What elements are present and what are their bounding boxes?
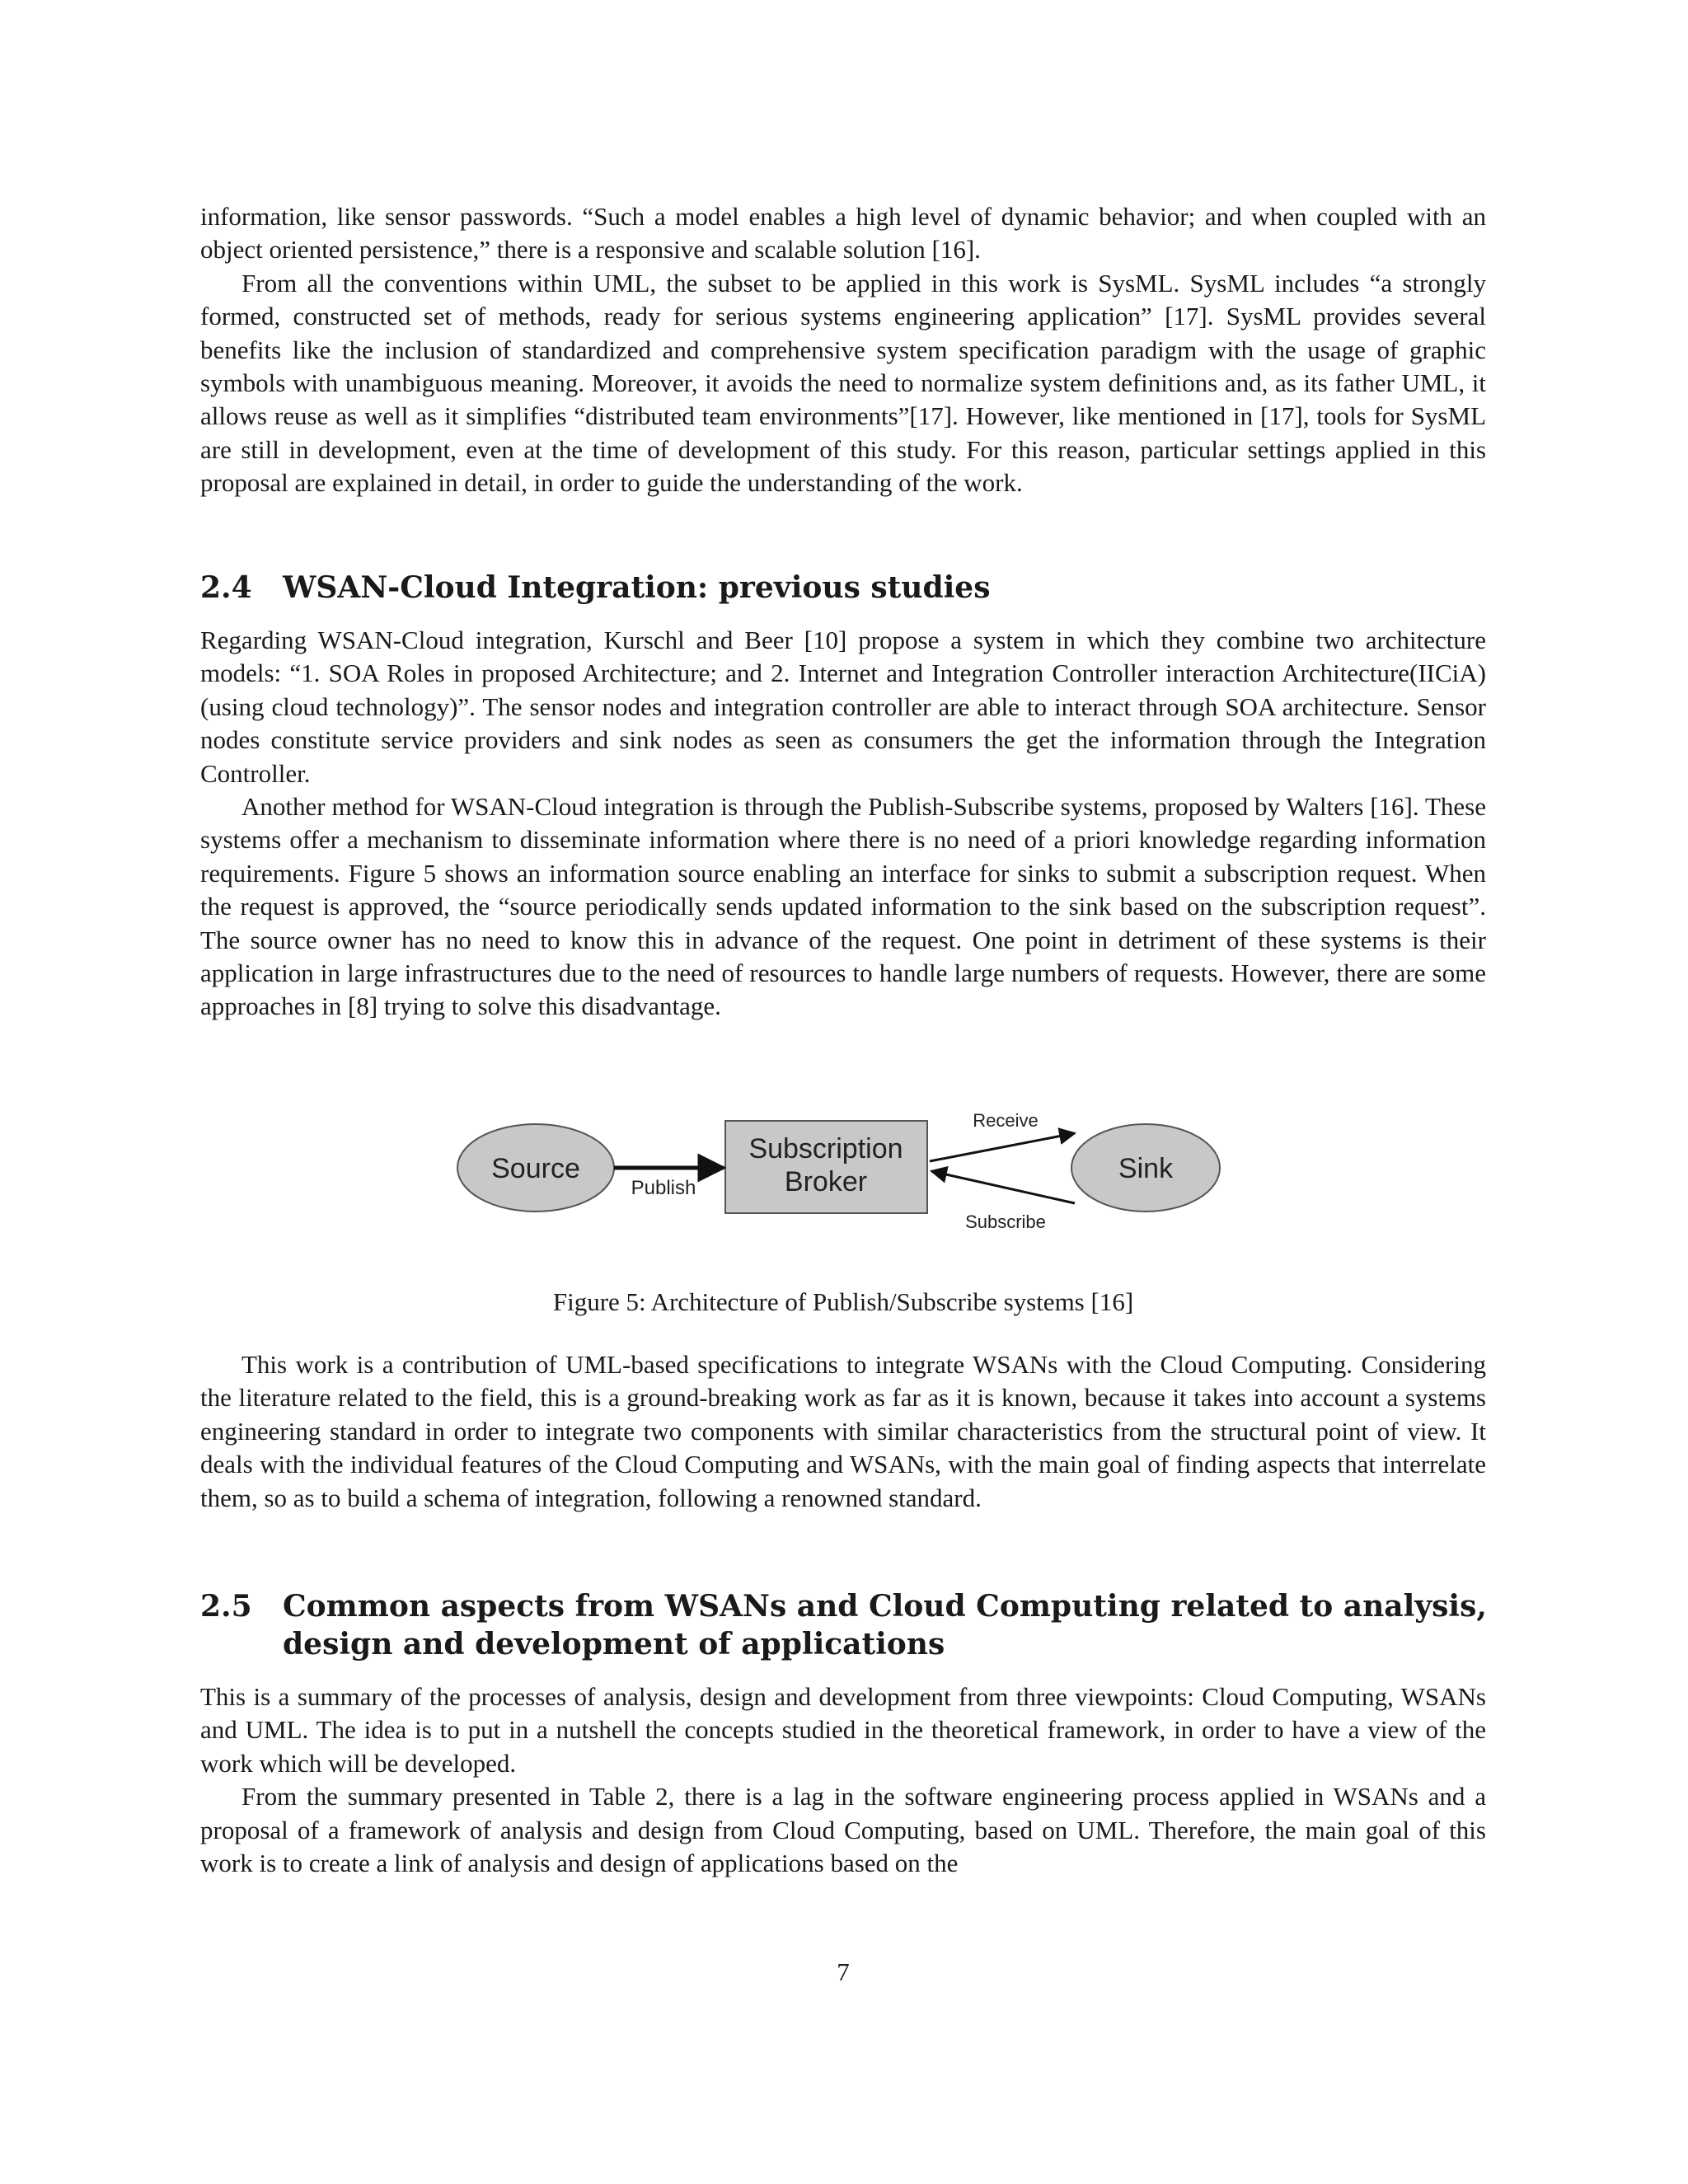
text-block-contribution bbox=[200, 1348, 1486, 1515]
receive-label: Receive bbox=[973, 1110, 1039, 1131]
section-number: 2.5 bbox=[200, 1589, 252, 1624]
text-block-section-2-4 bbox=[200, 624, 1486, 1024]
broker-label-line1: Subscription bbox=[748, 1133, 903, 1165]
receive-arrow bbox=[930, 1133, 1075, 1161]
section-heading-2-5 bbox=[200, 1587, 1494, 1663]
subscribe-label: Subscribe bbox=[965, 1212, 1046, 1232]
broker-label-line2: Broker bbox=[784, 1166, 868, 1197]
paragraph: From all the conventions within UML, the subset to be applied in this work is SysML. SysML includes “a strongly formed, constructed set of methods, ready for serious systems engineering application” [17]. SysML provides several benefits like the inclusion of standardized and comprehensive system specification paradigm with the usage of graphic symbols with unambiguous meaning. Moreover, it avoids the need to normalize system definitions and, as its father UML, it allows reuse as well as it simplifies “distributed team environments”[17]. However, like mentioned in [17], tools for SysML are still in development, even at the time of development of this study. For this reason, particular settings applied in this proposal are explained in detail, in order to guide the understanding of the work. bbox=[200, 268, 1486, 498]
source-label: Source bbox=[491, 1153, 580, 1184]
text-block-section-2-5 bbox=[200, 1680, 1486, 1880]
page-number: 7 bbox=[837, 1957, 850, 1986]
section-title: WSAN-Cloud Integration: previous studies bbox=[283, 570, 991, 605]
publish-subscribe-diagram bbox=[445, 1108, 1236, 1232]
text-block-intro bbox=[200, 200, 1486, 500]
section-title: Common aspects from WSANs and Cloud Computing related to analysis, design and development of applications bbox=[283, 1589, 1487, 1661]
paragraph: This work is a contribution of UML-based specifications to integrate WSANs with the Cloud Computing. Considering the literature related to the field, this is a ground-breaking work as far as it is known, because it takes into account a systems engineering standard in order to integrate two components with similar characteristics from the structural point of view. It deals with the individual features of the Cloud Computing and WSANs, with the main goal of finding aspects that interrelate them, so as to build a schema of integration, following a renowned standard. bbox=[200, 1350, 1486, 1512]
section-heading-2-4 bbox=[200, 569, 1494, 607]
paragraph: information, like sensor passwords. “Such a model enables a high level of dynamic behavior; and when coupled with an object oriented persistence,” there is a responsive and scalable solution [16]. bbox=[200, 202, 1486, 265]
figure-caption: Figure 5: Architecture of Publish/Subscribe systems [16] bbox=[552, 1287, 1134, 1316]
publish-label: Publish bbox=[631, 1177, 696, 1199]
paragraph: From the summary presented in Table 2, there is a lag in the software engineering process applied in WSANs and a proposal of a framework of analysis and design from Cloud Computing, based on UML. Therefore, the main goal of this work is to create a link of analysis and design of applications based on the bbox=[200, 1782, 1486, 1878]
paragraph: Regarding WSAN-Cloud integration, Kurschl and Beer [10] propose a system in which they combine two architecture models: “1. SOA Roles in proposed Architecture; and 2. Internet and Integration Controller interaction Architecture(IICiA) (using cloud technology)”. The sensor nodes and integration controller are able to interact through SOA architecture. Sensor nodes constitute service providers and sink nodes as seen as consumers the get the information through the Integration Controller. bbox=[200, 626, 1486, 788]
subscribe-arrow bbox=[931, 1171, 1075, 1203]
paragraph: Another method for WSAN-Cloud integration is through the Publish-Subscribe systems, proposed by Walters [16]. These systems offer a mechanism to disseminate information where there is no need of a priori knowledge regarding information requirements. Figure 5 shows an information source enabling an interface for sinks to submit a subscription request. When the request is approved, the “source periodically sends updated information to the sink based on the subscription request”. The source owner has no need to know this in advance of the request. One point in detriment of these systems is their application in large infrastructures due to the need of resources to handle large numbers of requests. However, there are some approaches in [8] trying to solve this disadvantage. bbox=[200, 792, 1486, 1021]
sink-label: Sink bbox=[1118, 1153, 1174, 1184]
paragraph: This is a summary of the processes of analysis, design and development from three viewpoints: Cloud Computing, WSANs and UML. The idea is to put in a nutshell the concepts studied in the theoretical framework, in order to have a view of the work which will be developed. bbox=[200, 1682, 1486, 1778]
section-number: 2.4 bbox=[200, 570, 252, 605]
